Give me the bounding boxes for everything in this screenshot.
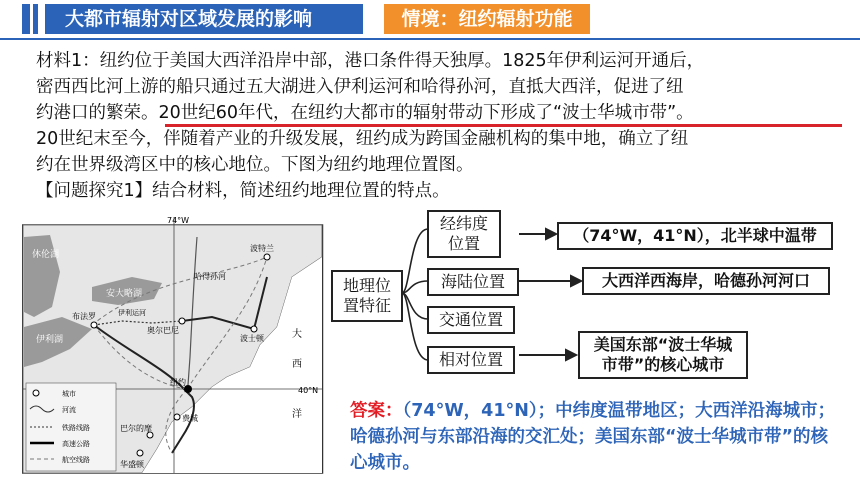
- slide-title: 大都市辐射对区域发展的影响: [45, 4, 363, 34]
- label-atlantic-3: 洋: [292, 409, 302, 420]
- label-boston: 波士顿: [240, 334, 264, 343]
- legend-river: 河流: [62, 406, 76, 414]
- material-line: 材料1：纽约位于美国大西洋沿岸中部，港口条件得天独厚。1825年伊利运河开通后，: [36, 51, 705, 71]
- relative-answer: 美国东部“波士华城市带”的核心城市: [578, 331, 748, 379]
- sealand-node: 海陆位置: [427, 268, 519, 296]
- lat-label: 40°N: [298, 386, 319, 395]
- label-huron: 休伦湖: [32, 250, 60, 260]
- label-albany: 奥尔巴尼: [147, 326, 179, 335]
- label-baltimore: 巴尔的摩: [120, 424, 152, 433]
- label-atlantic-2: 西: [292, 359, 302, 370]
- label-washington: 华盛顿: [120, 460, 144, 469]
- material-line: 约港口的繁荣。20世纪60年代，在纽约大都市的辐射带动下形成了“波士华城市带”。: [36, 103, 694, 123]
- transport-node: 交通位置: [427, 306, 515, 334]
- material-line: 密西西比河上游的船只通过五大湖进入伊利运河和哈得孙河，直抵大西洋，促进了纽: [36, 77, 684, 97]
- legend-air: 航空线路: [62, 456, 90, 464]
- sealand-answer: 大西洋西海岸，哈德孙河河口: [582, 267, 830, 295]
- material-line: 20世纪末至今，伴随着产业的升级发展，纽约成为跨国金融机构的集中地，确立了纽: [36, 129, 689, 149]
- legend-highway: 高速公路: [62, 440, 90, 448]
- label-canal: 伊利运河: [118, 309, 146, 317]
- legend-city: 城市: [62, 390, 76, 398]
- label-ontario: 安大略湖: [106, 289, 143, 299]
- label-newyork: 纽约: [170, 378, 186, 387]
- lonlat-answer: （74°W，41°N），北半球中温带: [557, 222, 833, 250]
- root-node: 地理位置特征: [331, 270, 403, 322]
- question-text: 【问题探究1】结合材料，简述纽约地理位置的特点。: [36, 181, 450, 201]
- context-label: 情境：纽约辐射功能: [384, 4, 590, 34]
- label-portland: 波特兰: [250, 244, 274, 253]
- relative-node: 相对位置: [427, 346, 515, 374]
- lon-label: 74°W: [167, 217, 190, 225]
- label-buffalo: 布法罗: [72, 312, 96, 321]
- material-line: 约在世界级湾区中的核心地位。下图为纽约地理位置图。: [36, 155, 474, 175]
- label-philadelphia: 费城: [182, 414, 198, 423]
- label-atlantic-1: 大: [292, 329, 302, 340]
- answer-text: （74°W，41°N）；中纬度温带地区；大西洋沿海城市；哈德孙河与东部沿海的交汇处；美国东部“波士华城市带”的核心城市。: [350, 401, 836, 473]
- legend-rail: 铁路线路: [62, 424, 90, 432]
- answer-label: 答案：: [350, 401, 403, 421]
- label-hudson: 哈得孙河: [194, 272, 226, 281]
- lonlat-node: 经纬度位置: [427, 210, 501, 258]
- label-erie: 伊利湖: [36, 335, 64, 345]
- answer-block: [350, 398, 840, 476]
